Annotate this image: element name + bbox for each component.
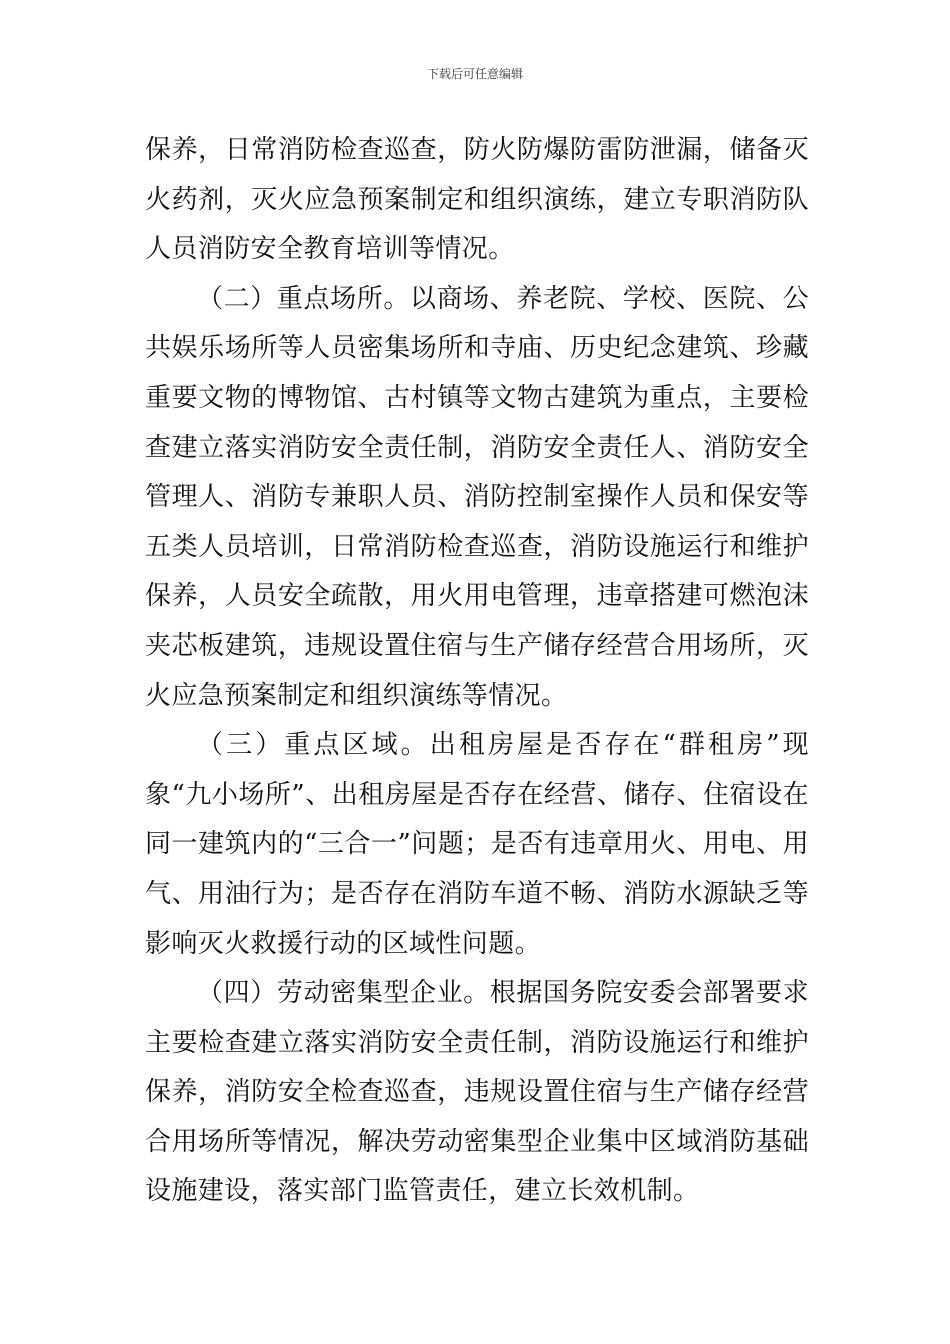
paragraph-labor-intensive-enterprises: （四）劳动密集型企业。根据国务院安委会部署要求主要检查建立落实消防安全责任制，消防设施运行和维护保养，消防安全检查巡查，违规设置住宿与生产储存经营合用场所等情况，解决劳动密集型企业集中区域消防基础设施建设，落实部门监管责任，建立长效机制。 xyxy=(145,978,809,1207)
document-body xyxy=(145,126,809,1217)
paragraph-key-venues: （二）重点场所。以商场、养老院、学校、医院、公共娱乐场所等人员密集场所和寺庙、历史纪念建筑、珍藏重要文物的博物馆、古村镇等文物古建筑为重点，主要检查建立落实消防安全责任制，消防安全责任人、消防安全管理人、消防专兼职人员、消防控制室操作人员和保安等五类人员培训，日常消防检查巡查，消防设施运行和维护保养，人员安全疏散，用火用电管理，违章搭建可燃泡沫夹芯板建筑，违规设置住宿与生产储存经营合用场所，灭火应急预案制定和组织演练等情况。 xyxy=(145,283,809,711)
page-header: 下载后可任意编辑 xyxy=(426,67,523,81)
paragraph-continuation: 保养，日常消防检查巡查，防火防爆防雷防泄漏，储备灭火药剂，灭火应急预案制定和组织演练，建立专职消防队人员消防安全教育培训等情况。 xyxy=(145,135,809,265)
paragraph-key-areas: （三）重点区域。出租房屋是否存在“群租房”现象“九小场所”、出租房屋是否存在经营、储存、住宿设在同一建筑内的“三合一”问题；是否有违章用火、用电、用气、用油行为；是否存在消防车道不畅、消防水源缺乏等影响灭火救援行动的区域性问题。 xyxy=(145,730,809,959)
